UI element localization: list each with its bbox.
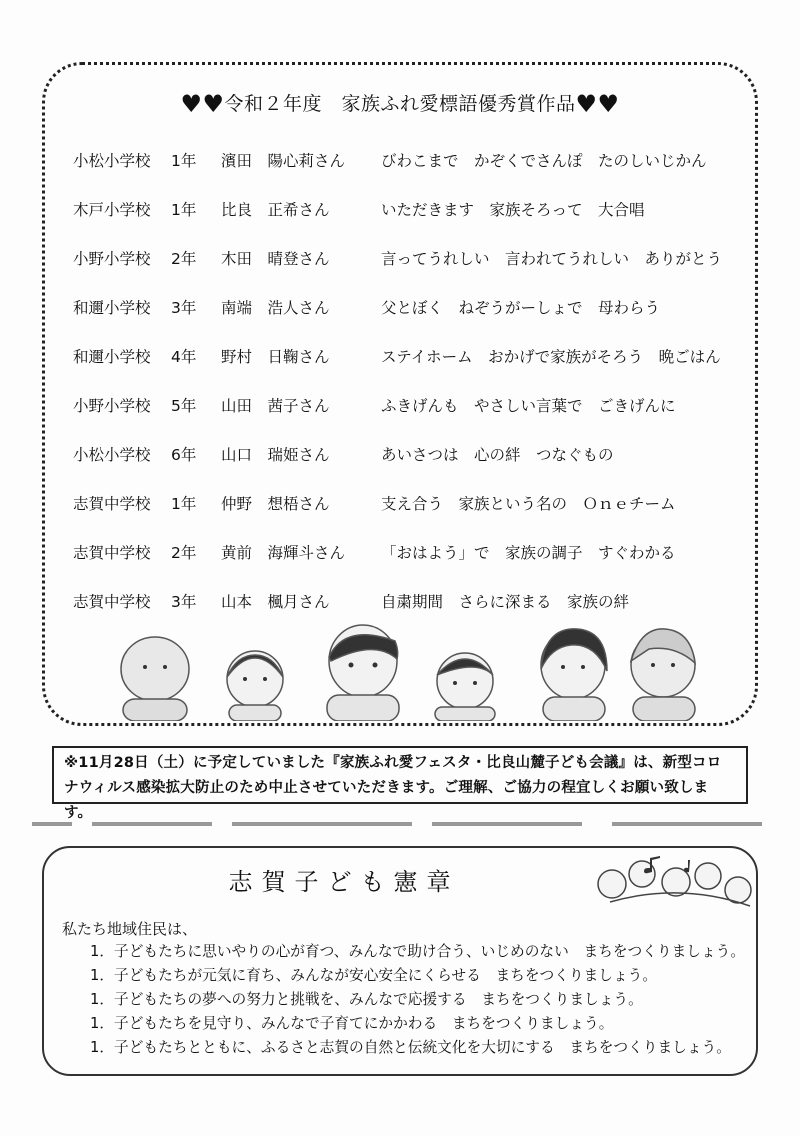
charter-title: 志賀子ども憲章: [228, 868, 460, 896]
slogan: びわこまで かぞくでさんぽ たのしいじかん: [381, 152, 707, 170]
grade: 1年: [171, 152, 197, 170]
charter-pledge: 1．子どもたちに思いやりの心が育つ、みんなで助け合う、いじめのない まちをつくりましょう。: [90, 943, 746, 960]
student-name: 黄前 海輝斗さん: [221, 544, 346, 562]
slogan: いただきます 家族そろって 大合唱: [381, 201, 645, 219]
student-name: 山本 楓月さん: [221, 593, 330, 611]
award-section: [42, 62, 758, 726]
student-name: 木田 晴登さん: [221, 250, 330, 268]
school-name: 志賀中学校: [73, 544, 151, 562]
grade: 1年: [171, 201, 197, 219]
school-name: 木戸小学校: [73, 201, 151, 219]
charter-pledge: 1．子どもたちの夢への努力と挑戦を、みんなで応援する まちをつくりましょう。: [90, 991, 643, 1008]
student-name: 比良 正希さん: [221, 201, 330, 219]
student-name: 山田 茜子さん: [221, 397, 330, 415]
grade: 6年: [171, 446, 197, 464]
award-title-text: 令和２年度 家族ふれ愛標語優秀賞作品: [224, 93, 576, 115]
slogan: あいさつは 心の絆 つなぐもの: [381, 446, 614, 464]
school-name: 志賀中学校: [73, 593, 151, 611]
award-row: [73, 196, 753, 224]
family-illustration: [105, 621, 705, 721]
award-row: [73, 441, 753, 469]
charter-pledge: 1．子どもたちが元気に育ち、みんなが安心安全にくらせる まちをつくりましょう。: [90, 967, 658, 984]
charter-pledge: 1．子どもたちとともに、ふるさと志賀の自然と伝統文化を大切にする まちをつくりましょう。: [90, 1039, 731, 1056]
grade: 5年: [171, 397, 197, 415]
award-row: [73, 343, 753, 371]
award-row: [73, 245, 753, 273]
slogan: ふきげんも やさしい言葉で ごきげんに: [381, 397, 676, 415]
slogan: 「おはよう」で 家族の調子 すぐわかる: [381, 544, 676, 562]
grade: 1年: [171, 495, 197, 513]
student-name: 仲野 想梧さん: [221, 495, 330, 513]
slogan: 自粛期間 さらに深まる 家族の絆: [381, 593, 630, 611]
award-title: [45, 89, 755, 118]
award-row: [73, 392, 753, 420]
school-name: 和邇小学校: [73, 348, 151, 366]
award-row: [73, 539, 753, 567]
school-name: 小松小学校: [73, 446, 151, 464]
charter-intro: 私たち地域住民は、: [62, 920, 198, 938]
school-name: 和邇小学校: [73, 299, 151, 317]
slogan: 言ってうれしい 言われてうれしい ありがとう: [381, 250, 723, 268]
heart-icon: ♥♥: [180, 90, 225, 118]
charter-pledge: 1．子どもたちを見守り、みんなで子育てにかかわる まちをつくりましょう。: [90, 1015, 614, 1032]
grade: 2年: [171, 544, 197, 562]
school-name: 志賀中学校: [73, 495, 151, 513]
cancellation-notice: ※11月28日（土）に予定していました『家族ふれ愛フェスタ・比良山麓子ども会議』は、新型コロナウィルス感染拡大防止のため中止させていただきます。ご理解、ご協力の程宜しくお願い致します。: [52, 746, 748, 804]
school-name: 小野小学校: [73, 397, 151, 415]
student-name: 山口 瑞姫さん: [221, 446, 330, 464]
slogan: 父とぼく ねぞうがーしょで 母わらう: [381, 299, 661, 317]
award-row: [73, 147, 753, 175]
slogan: 支え合う 家族という名の Ｏｎｅチーム: [381, 495, 676, 513]
student-name: 濱田 陽心莉さん: [221, 152, 346, 170]
award-row: [73, 490, 753, 518]
scan-noise-divider: [32, 818, 772, 830]
grade: 3年: [171, 299, 197, 317]
charter-section: [42, 846, 758, 1076]
student-name: 野村 日鞠さん: [221, 348, 330, 366]
grade: 4年: [171, 348, 197, 366]
award-row: [73, 294, 753, 322]
award-row: [73, 588, 753, 616]
slogan: ステイホーム おかげで家族がそろう 晩ごはん: [381, 348, 721, 366]
children-singing-illustration: [590, 852, 760, 914]
school-name: 小野小学校: [73, 250, 151, 268]
school-name: 小松小学校: [73, 152, 151, 170]
heart-icon: ♥♥: [575, 90, 620, 118]
grade: 2年: [171, 250, 197, 268]
student-name: 南端 浩人さん: [221, 299, 330, 317]
grade: 3年: [171, 593, 197, 611]
